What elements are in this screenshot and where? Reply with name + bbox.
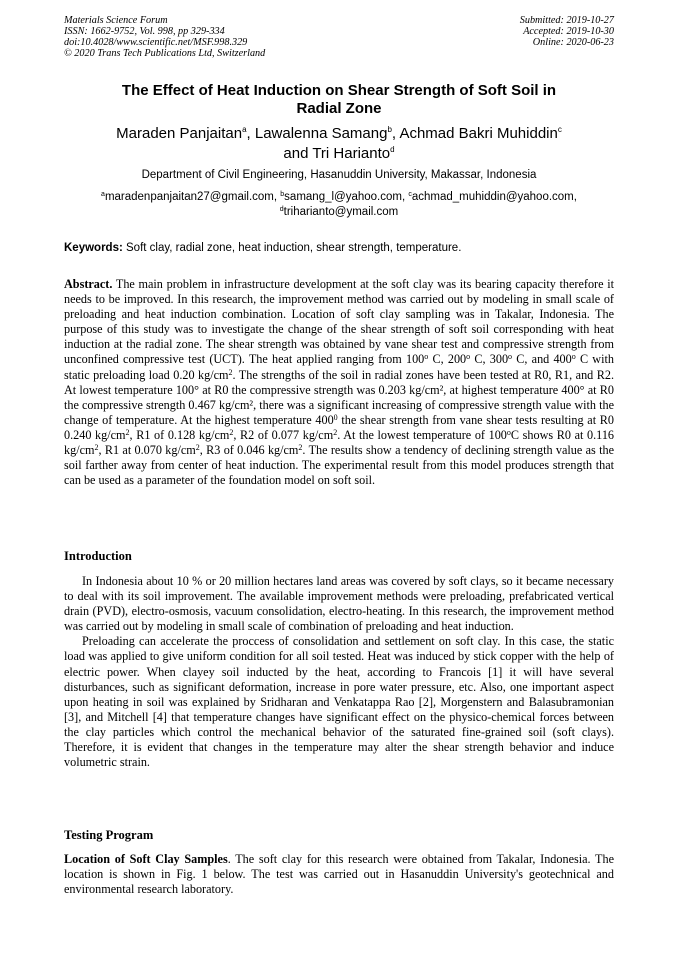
abstract-text: , R1 at 0.070 kg/cm bbox=[98, 443, 196, 458]
unit-superscript: 2 bbox=[228, 367, 233, 377]
author-superscript: a bbox=[242, 125, 247, 134]
journal-copyright: © 2020 Trans Tech Publications Ltd, Switzerland bbox=[64, 48, 266, 59]
abstract-label: Abstract. bbox=[64, 277, 113, 291]
testing-program-heading: Testing Program bbox=[64, 828, 154, 842]
author-name: and Tri Harianto bbox=[283, 145, 391, 162]
email-superscript: b bbox=[280, 191, 285, 198]
keywords bbox=[64, 241, 614, 255]
journal-issn: ISSN: 1662-9752, Vol. 998, pp 329-334 bbox=[64, 26, 225, 37]
author-name: Lawalenna Samang bbox=[254, 125, 388, 142]
abstract-text: The main problem in infrastructure development at the soft clay was its bearing capacity therefore it needs to be improved. In this research, the improvement method was carried out by modeling in small scale of preloading and heat induction combination. Location of soft clay sampling was in Takalar, Indonesia. The purpose of this study was to investigate the change of the shear strength of soft soil corresponding with heat induction at the radial zone. The shear strength was obtained by vane shear test and compressive strength from unconfined compressive test (UCT). The heat applied ranging from 100 bbox=[64, 277, 614, 367]
author-superscript: c bbox=[557, 125, 562, 134]
abstract bbox=[64, 277, 614, 488]
introduction-body bbox=[64, 574, 614, 770]
journal-name: Materials Science Forum bbox=[64, 15, 168, 26]
unit-superscript: 2 bbox=[333, 427, 338, 437]
email-superscript: c bbox=[408, 191, 412, 198]
abstract-text: , R1 of 0.128 kg/cm bbox=[129, 427, 230, 442]
paragraph bbox=[64, 852, 614, 897]
author-superscript: d bbox=[390, 145, 395, 154]
author-list: Maraden Panjaitan$^a$, Lawalenna Samang$^b$, Achmad Bakri Muhiddin$^c$ and Tri Harianto$^d$ bbox=[116, 125, 562, 162]
submitted-date: Submitted: 2019-10-27 bbox=[519, 15, 614, 26]
abstract-text: . The results show a tendency of declining strength value as the soil farther away from center of heat induction. The experimental result from this model produces strength that can be used as a parameter of the foundation model on soft soil. bbox=[64, 443, 614, 488]
degree-superscript: o bbox=[424, 352, 429, 362]
author-name: Achmad Bakri Muhiddin bbox=[399, 125, 558, 142]
submission-dates bbox=[520, 15, 614, 48]
abstract-text: C shows R0 at 0.116 kg/cm bbox=[64, 427, 615, 458]
unit-superscript: 2 bbox=[94, 443, 99, 453]
unit-superscript: 2 bbox=[125, 427, 130, 437]
author-emails: $^a$maradenpanjaitan27@gmail.com, $^b$samang_l@yahoo.com, $^c$achmad_muhiddin@yahoo.com, $^d$triharianto@ymail.com bbox=[101, 191, 577, 218]
journal-info bbox=[64, 15, 265, 59]
title-line-2: Radial Zone bbox=[296, 100, 382, 117]
paragraph: In Indonesia about 10 % or 20 million hectares land areas was covered by soft clays, so it became necessary to deal with its soil improvement. The available improvement methods were preloading, prefabricated vertical drain (PVD), electro-osmosis, vacuum consolidation, electro-heating. In this research, the improvement method was carried out by modeling in small scale of combination of preloading and heat induction. bbox=[64, 574, 614, 634]
location-label: Location of Soft Clay Samples bbox=[64, 852, 228, 866]
accepted-date: Accepted: 2019-10-30 bbox=[523, 26, 614, 37]
abstract-text: , R2 of 0.077 kg/cm bbox=[233, 427, 334, 442]
abstract-text: . At the lowest temperature of 100 bbox=[337, 427, 507, 442]
degree-superscript: o bbox=[506, 427, 511, 437]
degree-superscript: o bbox=[508, 352, 513, 362]
abstract-text: . The strengths of the soil in radial zones have been tested at R0, R1, and R2. At lowest temperature 100° at R0 the compressive strength was 0.203 kg/cm², at highest temperature 400° at R0 the compressive strength 0.467 kg/cm², there was a significant increasing of compressive strength value with the change of temperature. At the highest temperature 400 bbox=[64, 367, 614, 427]
email-superscript: a bbox=[101, 191, 105, 198]
unit-superscript: 2 bbox=[298, 443, 303, 453]
paper-title bbox=[64, 82, 614, 118]
journal-doi: doi:10.4028/www.scientific.net/MSF.998.329 bbox=[64, 37, 248, 48]
abstract-text: C, 300 bbox=[470, 352, 509, 367]
online-date: Online: 2020-06-23 bbox=[532, 37, 614, 48]
location-text: . The soft clay for this research were obtained from Takalar, Indonesia. The location is shown in Fig. 1 below. The test was carried out in Hasanuddin University's geotechnical and environmental research laboratory. bbox=[64, 852, 614, 897]
unit-superscript: 2 bbox=[229, 427, 234, 437]
email-link[interactable]: samang_l@yahoo.com bbox=[284, 191, 402, 203]
email-link[interactable]: achmad_muhiddin@yahoo.com bbox=[411, 191, 574, 203]
abstract-text: C with static preloading load 0.20 kg/cm bbox=[64, 352, 614, 382]
abstract-text: C, 200 bbox=[428, 352, 467, 367]
author-name: Maraden Panjaitan bbox=[116, 125, 243, 142]
author-superscript: b bbox=[387, 125, 392, 134]
abstract-text: the shear strength from vane shear tests resulting at R0 0.240 kg/cm bbox=[64, 412, 614, 442]
affiliation: Department of Civil Engineering, Hasanuddin University, Makassar, Indonesia bbox=[141, 169, 537, 181]
location-paragraph bbox=[64, 852, 614, 897]
degree-superscript: o bbox=[571, 352, 576, 362]
introduction-heading: Introduction bbox=[64, 549, 132, 563]
email-link[interactable]: triharianto@ymail.com bbox=[283, 206, 399, 218]
keywords-label: Keywords: bbox=[64, 242, 123, 254]
abstract-text: , R3 of 0.046 kg/cm bbox=[199, 443, 299, 458]
degree-superscript: o bbox=[466, 352, 471, 362]
keywords-text: Soft clay, radial zone, heat induction, shear strength, temperature. bbox=[126, 242, 462, 254]
unit-superscript: 2 bbox=[195, 443, 200, 453]
email-superscript: d bbox=[279, 206, 284, 213]
degree-superscript: 0 bbox=[333, 412, 338, 422]
abstract-text: C, and 400 bbox=[512, 352, 572, 367]
email-link[interactable]: maradenpanjaitan27@gmail.com bbox=[104, 191, 274, 203]
title-line-1: The Effect of Heat Induction on Shear Strength of Soft Soil in bbox=[121, 82, 557, 99]
paragraph: Preloading can accelerate the proccess of consolidation and settlement on soft clay. In this case, the static load was applied to give uniform condition for all soil tested. Heat was induced by stick copper with the help of electric power. When clayey soil inducted by the heat, according to Francois [1] it will have several disturbances, such as significant deformation, increase in pore water pressure, etc. Also, one important aspect upon heating in soil was explained by Sridharan and Venkatappa Rao [2], Morgenstern and Balasubramonian [3], and Mitchell [4] that temperature changes have significant effect on the physico-chemical forces between the clay particles which control the mechanical behavior of the saturated fine-grained soil (soft clays). Therefore, it is evident that changes in the temperature may alter the shear strength behavior and induce volumetric strain. bbox=[64, 634, 614, 770]
